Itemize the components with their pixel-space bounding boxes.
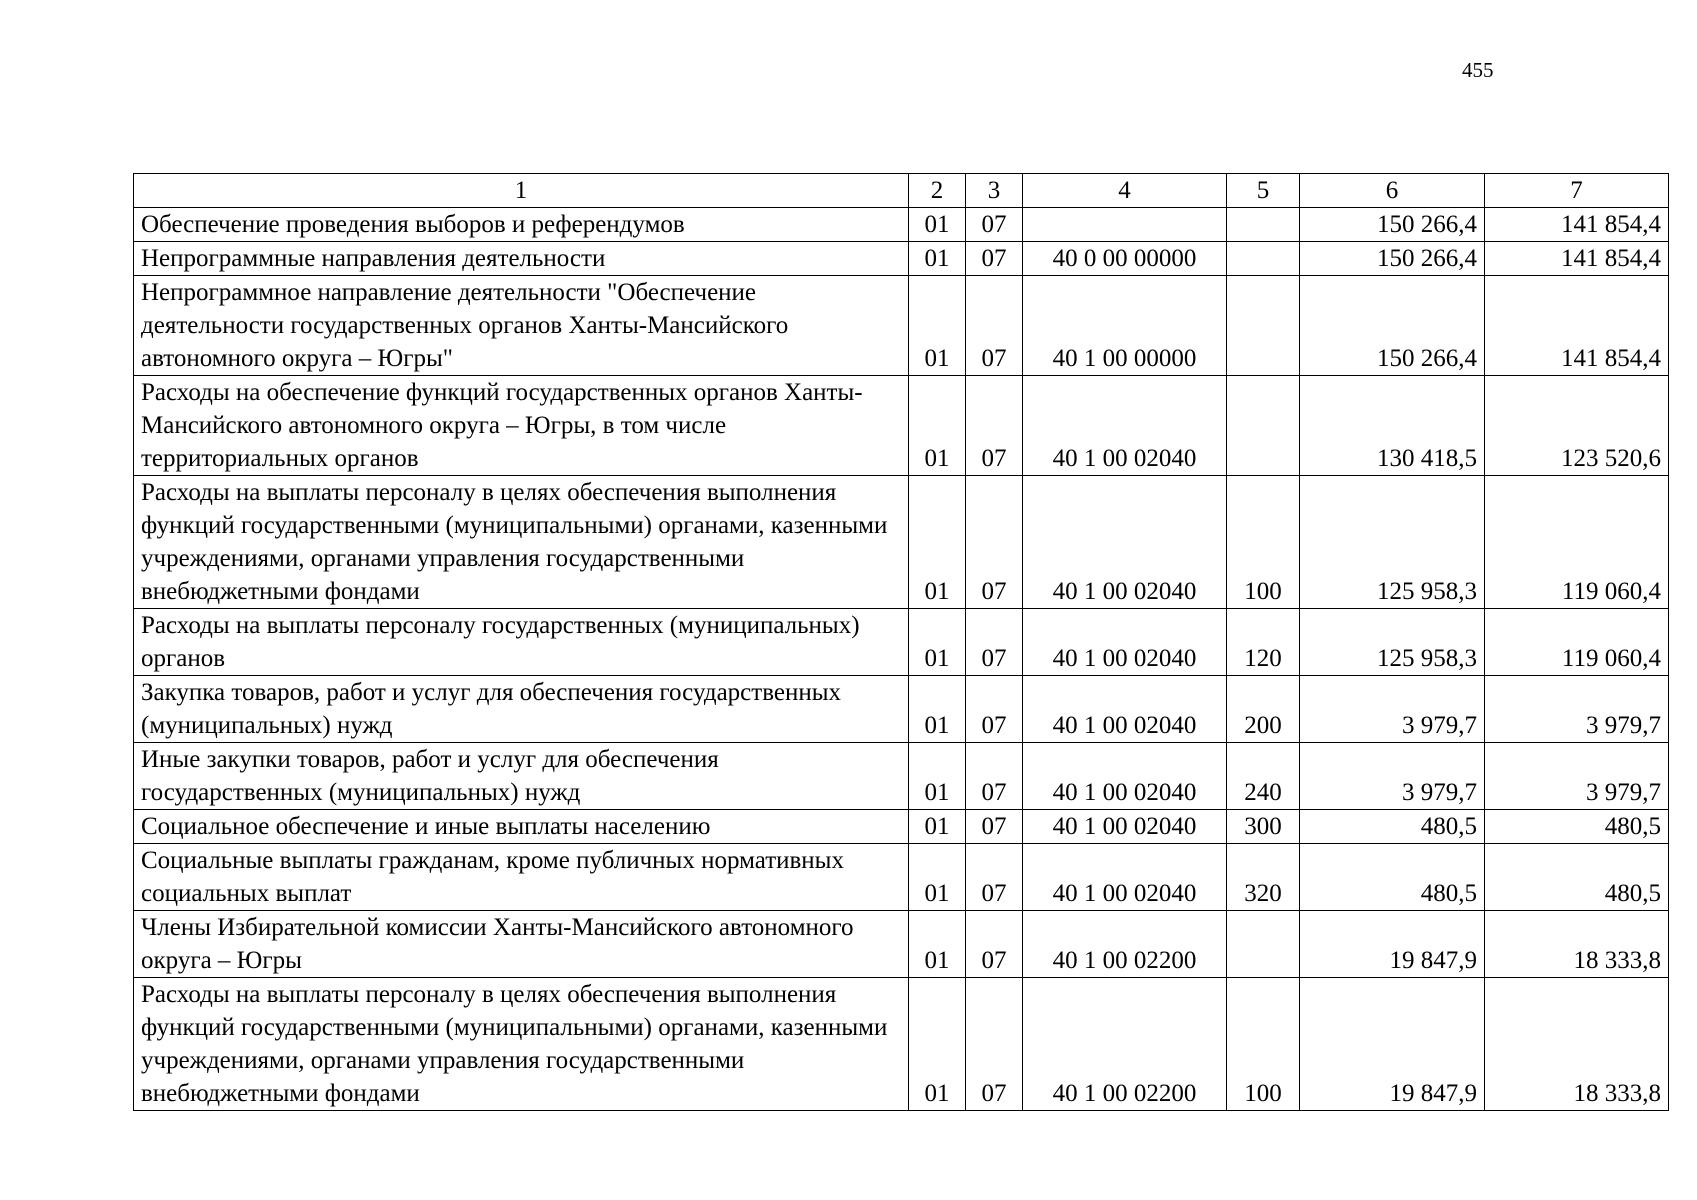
row-section: 01 (909, 743, 966, 810)
table-row (134, 676, 1669, 743)
row-sum-1: 130 418,5 (1300, 376, 1485, 476)
row-subsection: 07 (966, 376, 1023, 476)
row-sum-2: 119 060,4 (1485, 609, 1669, 676)
row-target-article (1023, 208, 1227, 242)
row-expense-type (1227, 242, 1300, 276)
row-target-article: 40 1 00 02040 (1023, 743, 1227, 810)
row-name: Закупка товаров, работ и услуг для обеспечения государственных (муниципальных) нужд (134, 676, 909, 743)
table-row (134, 810, 1669, 844)
row-sum-1: 3 979,7 (1300, 676, 1485, 743)
row-subsection: 07 (966, 911, 1023, 978)
row-expense-type (1227, 911, 1300, 978)
row-sum-1: 125 958,3 (1300, 476, 1485, 609)
row-sum-1: 19 847,9 (1300, 911, 1485, 978)
row-expense-type: 320 (1227, 844, 1300, 911)
row-sum-2: 18 333,8 (1485, 911, 1669, 978)
row-subsection: 07 (966, 242, 1023, 276)
row-name: Расходы на выплаты персоналу государственных (муниципальных) органов (134, 609, 909, 676)
row-name: Члены Избирательной комиссии Ханты-Мансийского автономного округа – Югры (134, 911, 909, 978)
table-row (134, 276, 1669, 376)
row-sum-1: 125 958,3 (1300, 609, 1485, 676)
row-target-article: 40 1 00 02040 (1023, 476, 1227, 609)
row-target-article: 40 1 00 02200 (1023, 978, 1227, 1111)
row-sum-2: 3 979,7 (1485, 676, 1669, 743)
row-sum-1: 150 266,4 (1300, 276, 1485, 376)
row-subsection: 07 (966, 276, 1023, 376)
header-col-6: 6 (1300, 174, 1485, 208)
header-col-7: 7 (1485, 174, 1669, 208)
row-section: 01 (909, 978, 966, 1111)
row-section: 01 (909, 911, 966, 978)
row-sum-2: 123 520,6 (1485, 376, 1669, 476)
row-target-article: 40 1 00 02040 (1023, 810, 1227, 844)
row-sum-1: 480,5 (1300, 810, 1485, 844)
row-target-article: 40 1 00 02200 (1023, 911, 1227, 978)
table-row (134, 208, 1669, 242)
table-row (134, 978, 1669, 1111)
table-row (134, 242, 1669, 276)
row-expense-type: 300 (1227, 810, 1300, 844)
row-target-article: 40 1 00 02040 (1023, 376, 1227, 476)
row-expense-type: 200 (1227, 676, 1300, 743)
row-name: Обеспечение проведения выборов и референдумов (134, 208, 909, 242)
row-sum-1: 150 266,4 (1300, 208, 1485, 242)
row-subsection: 07 (966, 743, 1023, 810)
row-subsection: 07 (966, 676, 1023, 743)
header-row (134, 174, 1669, 208)
row-section: 01 (909, 844, 966, 911)
row-sum-2: 141 854,4 (1485, 242, 1669, 276)
row-expense-type: 120 (1227, 609, 1300, 676)
header-col-3: 3 (966, 174, 1023, 208)
row-section: 01 (909, 208, 966, 242)
row-subsection: 07 (966, 978, 1023, 1111)
row-name: Расходы на обеспечение функций государственных органов Ханты-Мансийского автономного округа – Югры, в том числе территориальных органов (134, 376, 909, 476)
row-target-article: 40 1 00 00000 (1023, 276, 1227, 376)
table-row (134, 609, 1669, 676)
row-sum-1: 19 847,9 (1300, 978, 1485, 1111)
header-col-5: 5 (1227, 174, 1300, 208)
row-section: 01 (909, 810, 966, 844)
row-expense-type (1227, 208, 1300, 242)
page-number: 455 (1462, 58, 1494, 82)
row-sum-1: 150 266,4 (1300, 242, 1485, 276)
row-sum-1: 480,5 (1300, 844, 1485, 911)
budget-table (133, 173, 1669, 1111)
table-row (134, 743, 1669, 810)
row-expense-type: 100 (1227, 476, 1300, 609)
row-name: Расходы на выплаты персоналу в целях обеспечения выполнения функций государственными (муниципальными) органами, казенными учреждениями, органами управления государственными внебюджетными фондами (134, 978, 909, 1111)
row-subsection: 07 (966, 810, 1023, 844)
header-col-2: 2 (909, 174, 966, 208)
row-sum-2: 141 854,4 (1485, 276, 1669, 376)
row-section: 01 (909, 376, 966, 476)
row-section: 01 (909, 476, 966, 609)
row-name: Социальные выплаты гражданам, кроме публичных нормативных социальных выплат (134, 844, 909, 911)
row-name: Социальное обеспечение и иные выплаты населению (134, 810, 909, 844)
row-name: Непрограммное направление деятельности "Обеспечение деятельности государственных органов Ханты-Мансийского автономного округа – Югры" (134, 276, 909, 376)
row-expense-type: 100 (1227, 978, 1300, 1111)
row-section: 01 (909, 676, 966, 743)
row-subsection: 07 (966, 476, 1023, 609)
row-target-article: 40 0 00 00000 (1023, 242, 1227, 276)
row-sum-2: 480,5 (1485, 844, 1669, 911)
row-expense-type: 240 (1227, 743, 1300, 810)
row-expense-type (1227, 276, 1300, 376)
row-target-article: 40 1 00 02040 (1023, 609, 1227, 676)
row-sum-2: 119 060,4 (1485, 476, 1669, 609)
row-section: 01 (909, 242, 966, 276)
row-sum-2: 141 854,4 (1485, 208, 1669, 242)
row-subsection: 07 (966, 609, 1023, 676)
row-sum-2: 18 333,8 (1485, 978, 1669, 1111)
row-target-article: 40 1 00 02040 (1023, 676, 1227, 743)
header-col-1: 1 (134, 174, 909, 208)
row-subsection: 07 (966, 208, 1023, 242)
row-sum-1: 3 979,7 (1300, 743, 1485, 810)
row-name: Непрограммные направления деятельности (134, 242, 909, 276)
row-section: 01 (909, 276, 966, 376)
row-subsection: 07 (966, 844, 1023, 911)
row-expense-type (1227, 376, 1300, 476)
table-row (134, 476, 1669, 609)
header-col-4: 4 (1023, 174, 1227, 208)
row-sum-2: 480,5 (1485, 810, 1669, 844)
table-row (134, 911, 1669, 978)
row-name: Иные закупки товаров, работ и услуг для обеспечения государственных (муниципальных) нужд (134, 743, 909, 810)
row-name: Расходы на выплаты персоналу в целях обеспечения выполнения функций государственными (муниципальными) органами, казенными учреждениями, органами управления государственными внебюджетными фондами (134, 476, 909, 609)
row-sum-2: 3 979,7 (1485, 743, 1669, 810)
row-section: 01 (909, 609, 966, 676)
table-row (134, 844, 1669, 911)
row-target-article: 40 1 00 02040 (1023, 844, 1227, 911)
table-row (134, 376, 1669, 476)
